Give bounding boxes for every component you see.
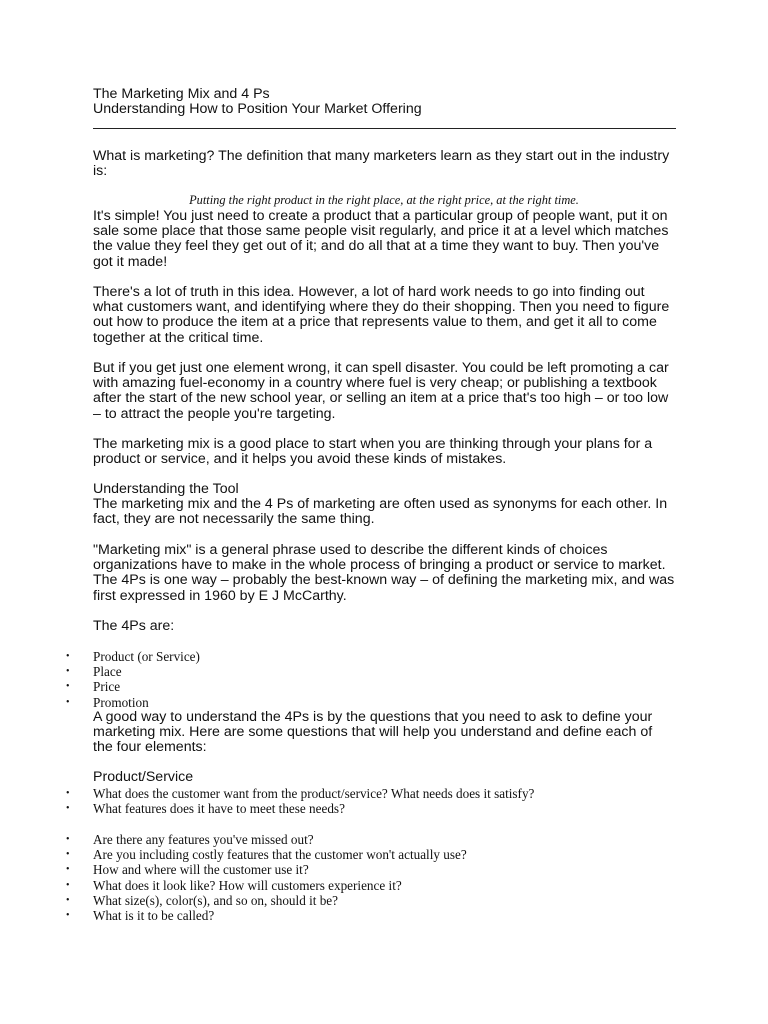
- fourps-intro: The 4Ps are:: [93, 618, 175, 634]
- text-line: The marketing mix and the 4 Ps of marketing are often used as synonyms for each other. In: [93, 496, 668, 513]
- product-questions-list-b: [0, 832, 700, 923]
- section-understanding-tool: [93, 482, 683, 528]
- text-line: But if you get just one element wrong, it can spell disaster. You could be left promoting a car: [93, 360, 669, 376]
- paragraph-simple: [93, 209, 683, 270]
- list-item: • What does the customer want from the product/service? What needs does it satisfy?: [66, 786, 535, 801]
- fourps-list: [0, 649, 700, 710]
- text-line: out how to produce the item at a price that represents value to them, and get it all to come: [93, 314, 657, 331]
- bullet-icon: •: [66, 651, 70, 662]
- text-line: what customers want, and identifying where they do their shopping. Then you need to figure: [93, 299, 670, 316]
- paragraph-questions-intro: [93, 710, 683, 756]
- text-line: first expressed in 1960 by E J McCarthy.: [93, 587, 347, 604]
- list-item: • What does it look like? How will customers experience it?: [66, 877, 402, 893]
- text-line: – to attract the people you're targeting.: [93, 405, 336, 422]
- text-line: organizations have to make in the whole process of bringing a product or service to market.: [93, 557, 666, 574]
- list-item: • What features does it have to meet these needs?: [66, 801, 345, 817]
- header-divider: [93, 128, 676, 129]
- paragraph-marketing-mix-definition: [93, 543, 683, 604]
- bullet-icon: •: [66, 666, 70, 678]
- section-heading: Understanding the Tool: [93, 481, 239, 497]
- bullet-icon: •: [66, 803, 70, 815]
- bullet-icon: •: [66, 909, 70, 921]
- list-item: • Product (or Service): [66, 649, 200, 664]
- text-line: the value they feel they get out of it; and do all that at a time they want to buy. Then you've: [93, 238, 660, 255]
- bullet-icon: •: [66, 879, 70, 891]
- text-line: product or service, and it helps you avoid these kinds of mistakes.: [93, 451, 507, 468]
- bullet-icon: •: [66, 834, 70, 845]
- bullet-icon: •: [66, 894, 70, 906]
- text-line: marketing mix. Here are some questions that will help you understand and define each of: [93, 724, 653, 741]
- list-item: • Price: [66, 679, 121, 695]
- bullet-icon: •: [66, 696, 70, 708]
- bullet-icon: •: [66, 681, 70, 693]
- text-line: got it made!: [93, 253, 168, 270]
- list-item: • Are there any features you've missed out?: [66, 832, 314, 847]
- text-line: fact, they are not necessarily the same thing.: [93, 511, 375, 528]
- text-line: The marketing mix is a good place to start when you are thinking through your plans for a: [93, 436, 653, 452]
- product-questions-list-a: [0, 786, 700, 816]
- bullet-icon: •: [66, 788, 70, 799]
- document-header: [93, 87, 683, 117]
- text-line: What is marketing? The definition that many marketers learn as they start out in the industry: [93, 148, 670, 164]
- list-item: • Place: [66, 664, 122, 680]
- section-heading-product-service: Product/Service: [93, 769, 194, 785]
- text-line: the four elements:: [93, 739, 207, 756]
- text-line: It's simple! You just need to create a product that a particular group of people want, put it on: [93, 208, 668, 224]
- list-item: • What is it to be called?: [66, 907, 215, 923]
- paragraph-truth: [93, 285, 683, 346]
- text-line: together at the critical time.: [93, 329, 264, 346]
- paragraph-marketing-mix: [93, 437, 683, 467]
- intro-paragraph: [93, 149, 683, 179]
- text-line: is:: [93, 163, 108, 180]
- list-item: • Promotion: [66, 694, 149, 710]
- text-line: The 4Ps is one way – probably the best-known way – of defining the marketing mix, and was: [93, 572, 675, 589]
- document-title: The Marketing Mix and 4 Ps: [93, 86, 270, 102]
- text-line: There's a lot of truth in this idea. However, a lot of hard work needs to go into finding out: [93, 284, 645, 300]
- bullet-icon: •: [66, 849, 70, 861]
- text-line: with amazing fuel-economy in a country where fuel is very cheap; or publishing a textbook: [93, 375, 657, 392]
- text-line: A good way to understand the 4Ps is by the questions that you need to ask to define your: [93, 709, 653, 725]
- text-line: sale some place that those same people visit regularly, and price it at a level which matches: [93, 223, 669, 240]
- text-line: "Marketing mix" is a general phrase used to describe the different kinds of choices: [93, 542, 608, 558]
- list-item: • What size(s), color(s), and so on, should it be?: [66, 892, 339, 908]
- list-item: • How and where will the customer use it?: [66, 862, 309, 878]
- document-subtitle: Understanding How to Position Your Market Offering: [93, 101, 422, 118]
- paragraph-disaster: [93, 361, 683, 422]
- bullet-icon: •: [66, 864, 70, 876]
- list-item: • Are you including costly features that the customer won't actually use?: [66, 847, 467, 863]
- text-line: after the start of the new school year, or selling an item at a price that's too high – or too low: [93, 390, 669, 407]
- definition-quote: Putting the right product in the right place, at the right price, at the right time.: [189, 193, 579, 207]
